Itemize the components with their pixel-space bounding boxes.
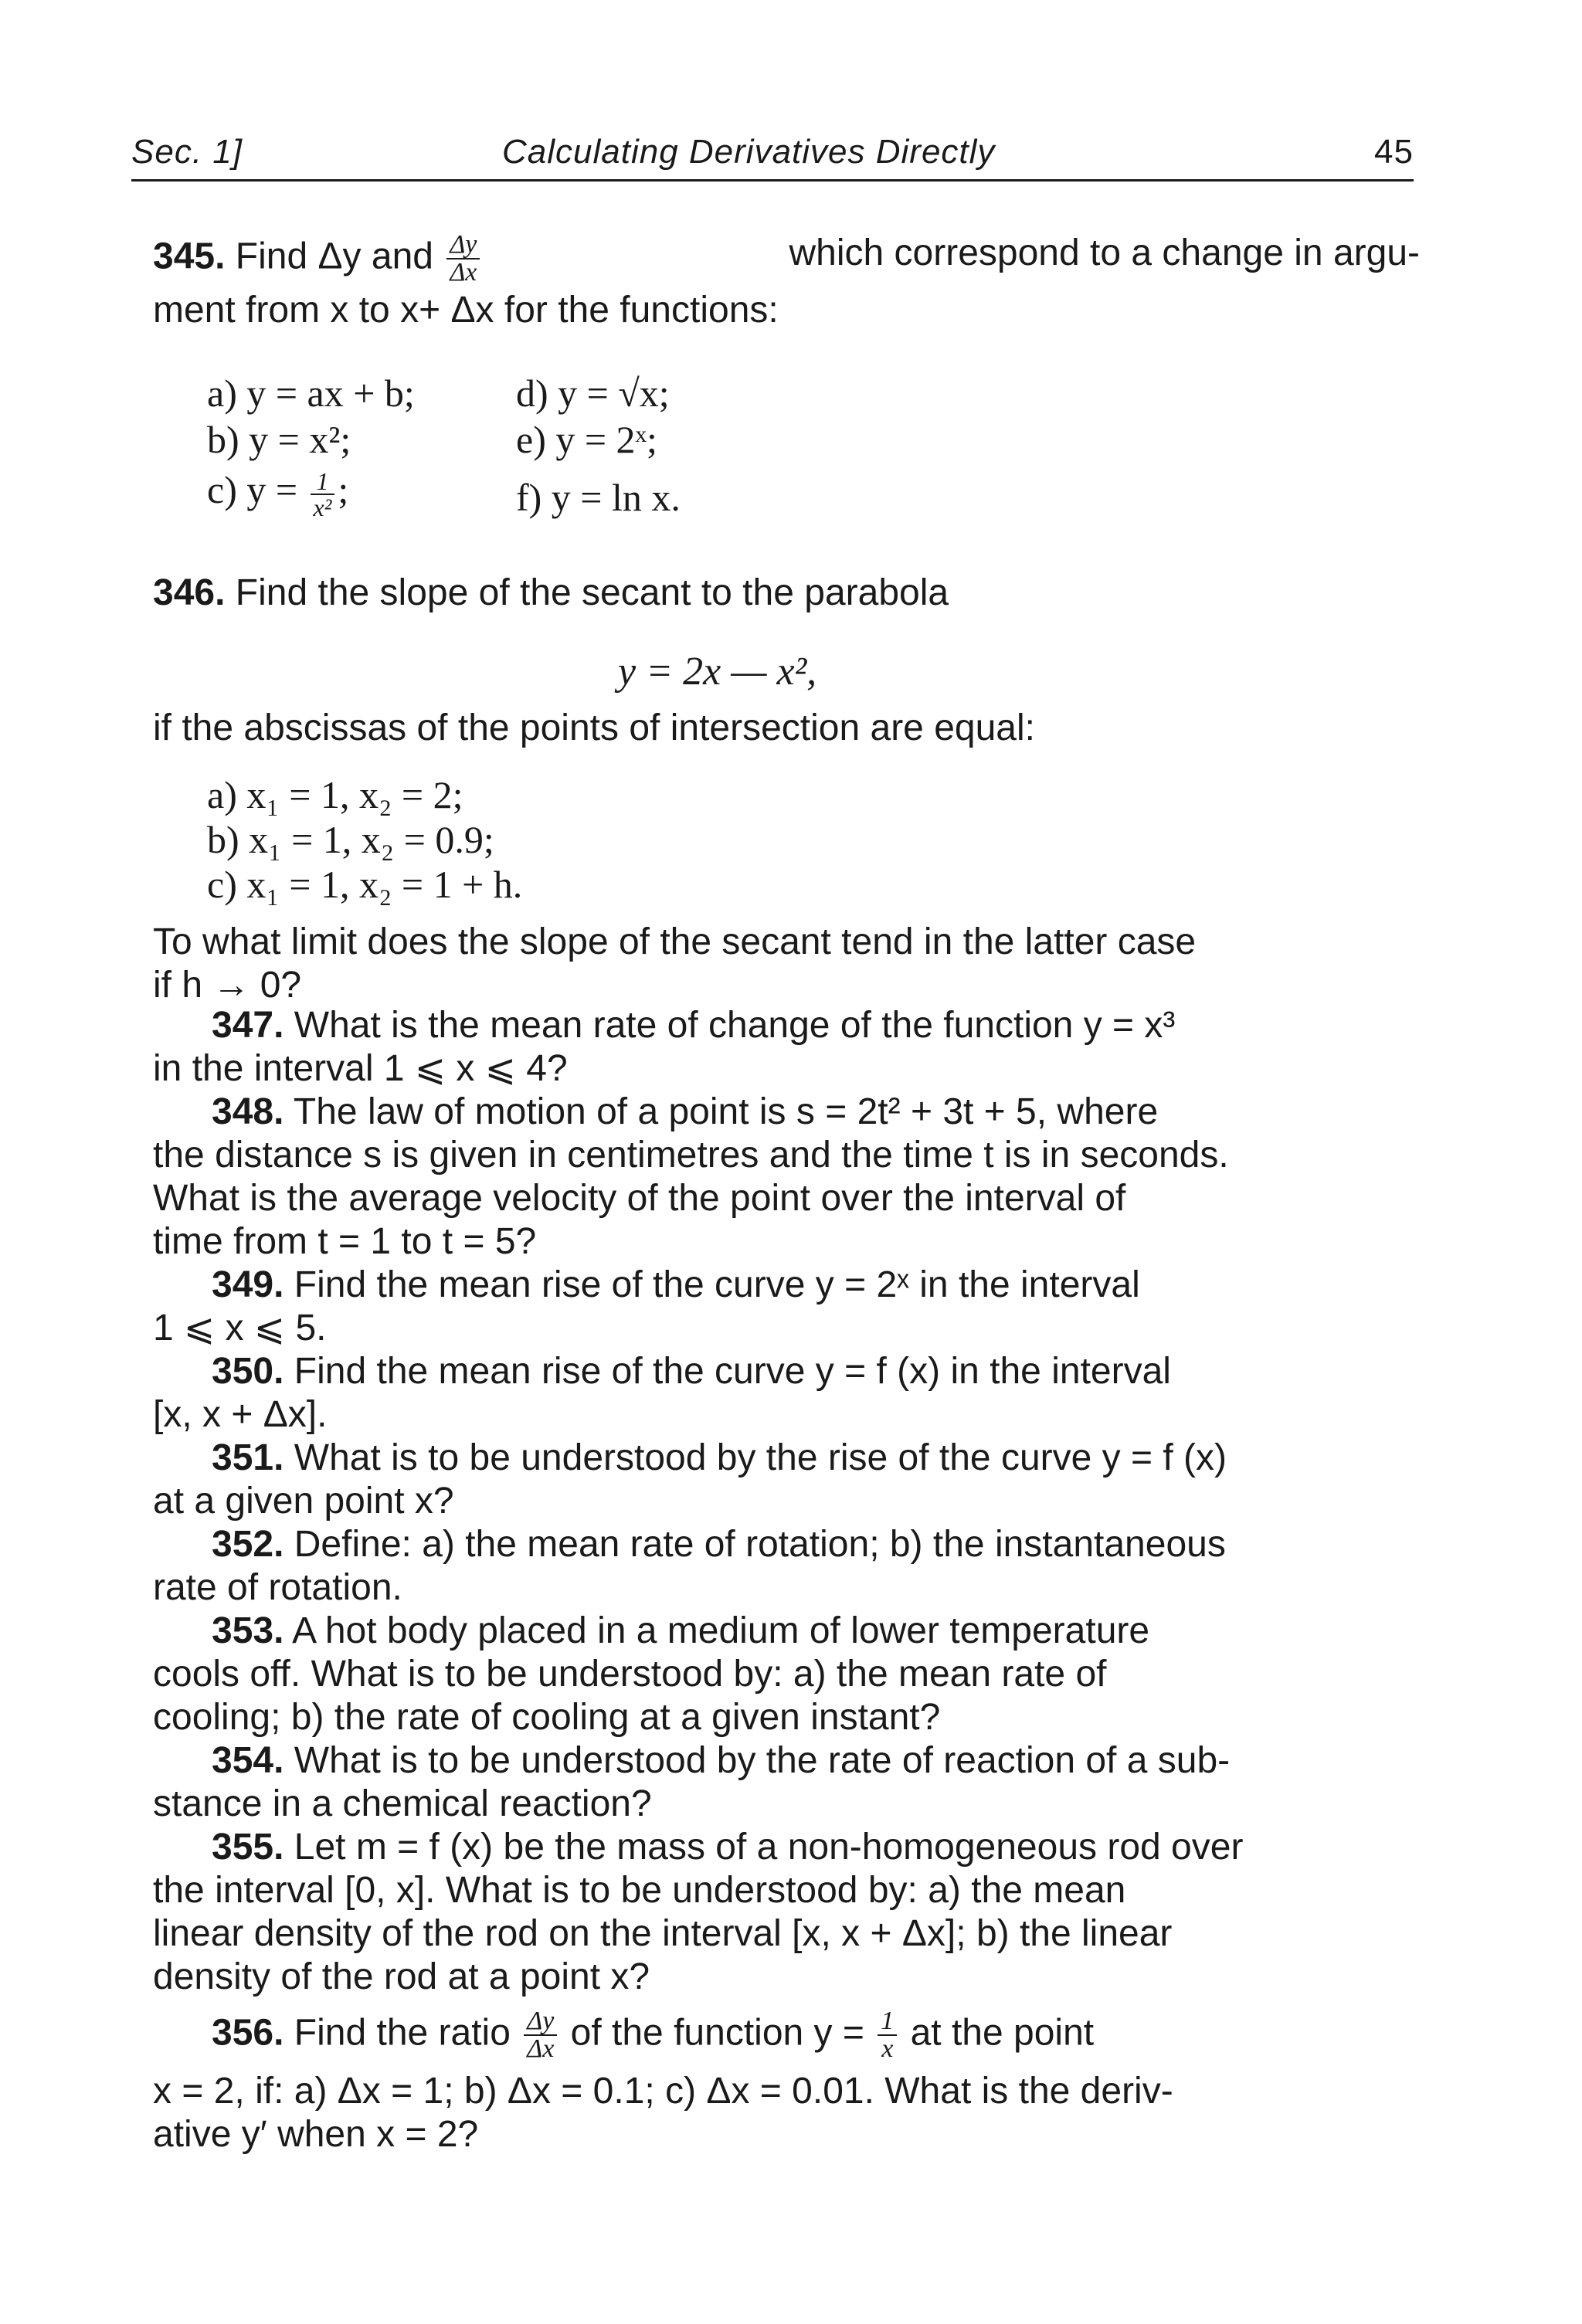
problem-354-line-2: stance in a chemical reaction? [153, 1783, 652, 1824]
problem-355-line-4: density of the rod at a point x? [153, 1956, 650, 1997]
problem-352-line-2: rate of rotation. [153, 1567, 402, 1608]
option-f: f) y = ln x. [516, 476, 681, 519]
problem-346-line-2: if the abscissas of the points of intersection are equal: [153, 707, 1035, 748]
book-page: Sec. 1] Calculating Derivatives Directly 45 345. Find Δy and $\frac{\Delta y}{\Delta x}$ which correspond to a change in argu- ment from x to x+ Δx for the functions: a) y = ax + b; d) y = √x; b) y = x²; e) y = 2ˣ; c) y = $\frac{1}{\text{x²}}$ ; f) y = ln x. 346. Find the slope of the secant to the parabola y = 2x — x², if the abscissas of the points of intersection are equal: a) x₁ = 1, x₂ = 2; b) x₁ = 1, x₂ = 0.9; c) x₁ = 1, x₂ = 1 + h. To what limit does the slope of the secant tend in the latter case if h → 0? 347. What is the mean rate of change of the function y = x³ in the interval 1 ⩽ x ⩽ 4? 348. The law of motion of a point is s = 2t² + 3t + 5, where the distance s is given in centimetres and the time t is in seconds. What is the average velocity of the point over the interval of time from t = 1 to t = 5? 349. Find the mean rise of the curve y = 2ˣ in the interval 1 ⩽ x ⩽ 5. 350. Find the mean rise of the curve y = f (x) in the interval [x, x + Δx]. 351. What is to be understood by the rise of the curve y = f (x) at a given point x? 352. Define: a) the mean rate of rotation; b) the instantaneous rate of rotation. 353. A hot body placed in a medium of lower temperature cools off. What is to be understood by: a) the mean rate of cooling; b) the rate of cooling at a given instant? 354. What is to be understood by the rate of reaction of a sub- stance in a chemical reaction? 355. Let m = f (x) be the mass of a non-homogeneous rod over the interval [0, x]. What is to be understood by: a) the mean linear density of the rod on the interval [x, x + Δx]; b) the linear density of the rod at a point x? 356. Find the ratio $\frac{\Delta y}{\Delta x}$ of the function y = $\frac{1}{x}$ at the point x = 2, if: a) Δx = 1; b) Δx = 0.1; c) Δx = 0.01. What is the deriv- ative y′ when x = 2? [0, 0, 1582, 2324]
problem-354-line-1: 354. What is to be understood by the rate of reaction of a sub- [212, 1740, 1231, 1781]
running-head [131, 124, 1414, 178]
problem-345-line-1: 345. Find Δy and $\frac{\Delta y}{\Delta x}$ which correspond to a change in argu- [153, 230, 1420, 287]
problem-349-line-2: 1 ⩽ x ⩽ 5. [153, 1308, 327, 1349]
problem-347-line-2: in the interval 1 ⩽ x ⩽ 4? [153, 1048, 568, 1089]
problem-345-line-2: ment from x to x+ Δx for the functions: [153, 290, 779, 331]
page-number: 45 [1374, 133, 1414, 171]
problem-348-line-4: time from t = 1 to t = 5? [153, 1221, 537, 1262]
problem-346-line-3: To what limit does the slope of the secant tend in the latter case [153, 921, 1197, 962]
problem-351-line-2: at a given point x? [153, 1481, 454, 1522]
problem-353-line-2: cools off. What is to be understood by: a) the mean rate of [153, 1654, 1107, 1695]
problem-348-line-1: 348. The law of motion of a point is s = 2t² + 3t + 5, where [212, 1091, 1159, 1132]
problem-356-line-2: x = 2, if: a) Δx = 1; b) Δx = 0.1; c) Δx = 0.01. What is the deriv- [153, 2071, 1173, 2112]
problem-348-line-3: What is the average velocity of the point over the interval of [153, 1178, 1126, 1219]
header-rule [131, 179, 1414, 182]
problem-353-line-3: cooling; b) the rate of cooling at a given instant? [153, 1697, 941, 1738]
problem-350-line-1: 350. Find the mean rise of the curve y = f (x) in the interval [212, 1351, 1171, 1392]
option-e: e) y = 2ˣ; [516, 418, 657, 461]
problem-346-line-4: if h → 0? [153, 965, 302, 1006]
problem-345-options [153, 371, 848, 548]
fraction-dy-dx: $\frac{\Delta y}{\Delta x}$ [446, 232, 480, 286]
problem-348-line-2: the distance s is given in centimetres and the time t is in seconds. [153, 1135, 1229, 1176]
problem-355-line-1: 355. Let m = f (x) be the mass of a non-homogeneous rod over [212, 1827, 1244, 1868]
option-a: a) y = ax + b; [207, 372, 415, 415]
problem-number: 346. [153, 572, 226, 613]
option-c: c) y = $\frac{1}{\text{x²}}$ ; [207, 466, 349, 521]
problem-356-line-3: ative y′ when x = 2? [153, 2114, 479, 2155]
option-b: b) y = x²; [207, 418, 351, 461]
page-title: Calculating Derivatives Directly [502, 133, 996, 171]
problem-346-options [153, 772, 848, 919]
problem-349-line-1: 349. Find the mean rise of the curve y = 2ˣ in the interval [212, 1264, 1140, 1305]
problem-347-line-1: 347. What is the mean rate of change of the function y = x³ [212, 1005, 1176, 1046]
option-a: a) x₁ = 1, x₂ = 2; [207, 773, 463, 816]
option-d: d) y = √x; [516, 372, 670, 415]
option-b: b) x₁ = 1, x₂ = 0.9; [207, 818, 494, 861]
problem-350-line-2: [x, x + Δx]. [153, 1394, 328, 1435]
problem-355-line-2: the interval [0, x]. What is to be understood by: a) the mean [153, 1870, 1126, 1911]
problem-351-line-1: 351. What is to be understood by the rise of the curve y = f (x) [212, 1437, 1227, 1478]
option-c: c) x₁ = 1, x₂ = 1 + h. [207, 863, 523, 906]
parabola-formula: y = 2x — x², [618, 650, 817, 694]
problem-356-line-1: 356. Find the ratio $\frac{\Delta y}{\Delta x}$ of the function y = $\frac{1}{x}$ at the point [212, 2007, 1095, 2063]
problem-352-line-1: 352. Define: a) the mean rate of rotation; b) the instantaneous [212, 1524, 1226, 1565]
problem-355-line-3: linear density of the rod on the interval [x, x + Δx]; b) the linear [153, 1913, 1173, 1954]
section-label: Sec. 1] [131, 133, 243, 171]
problem-353-line-1: 353. A hot body placed in a medium of lower temperature [212, 1610, 1150, 1651]
problem-number: 345. [153, 236, 226, 277]
